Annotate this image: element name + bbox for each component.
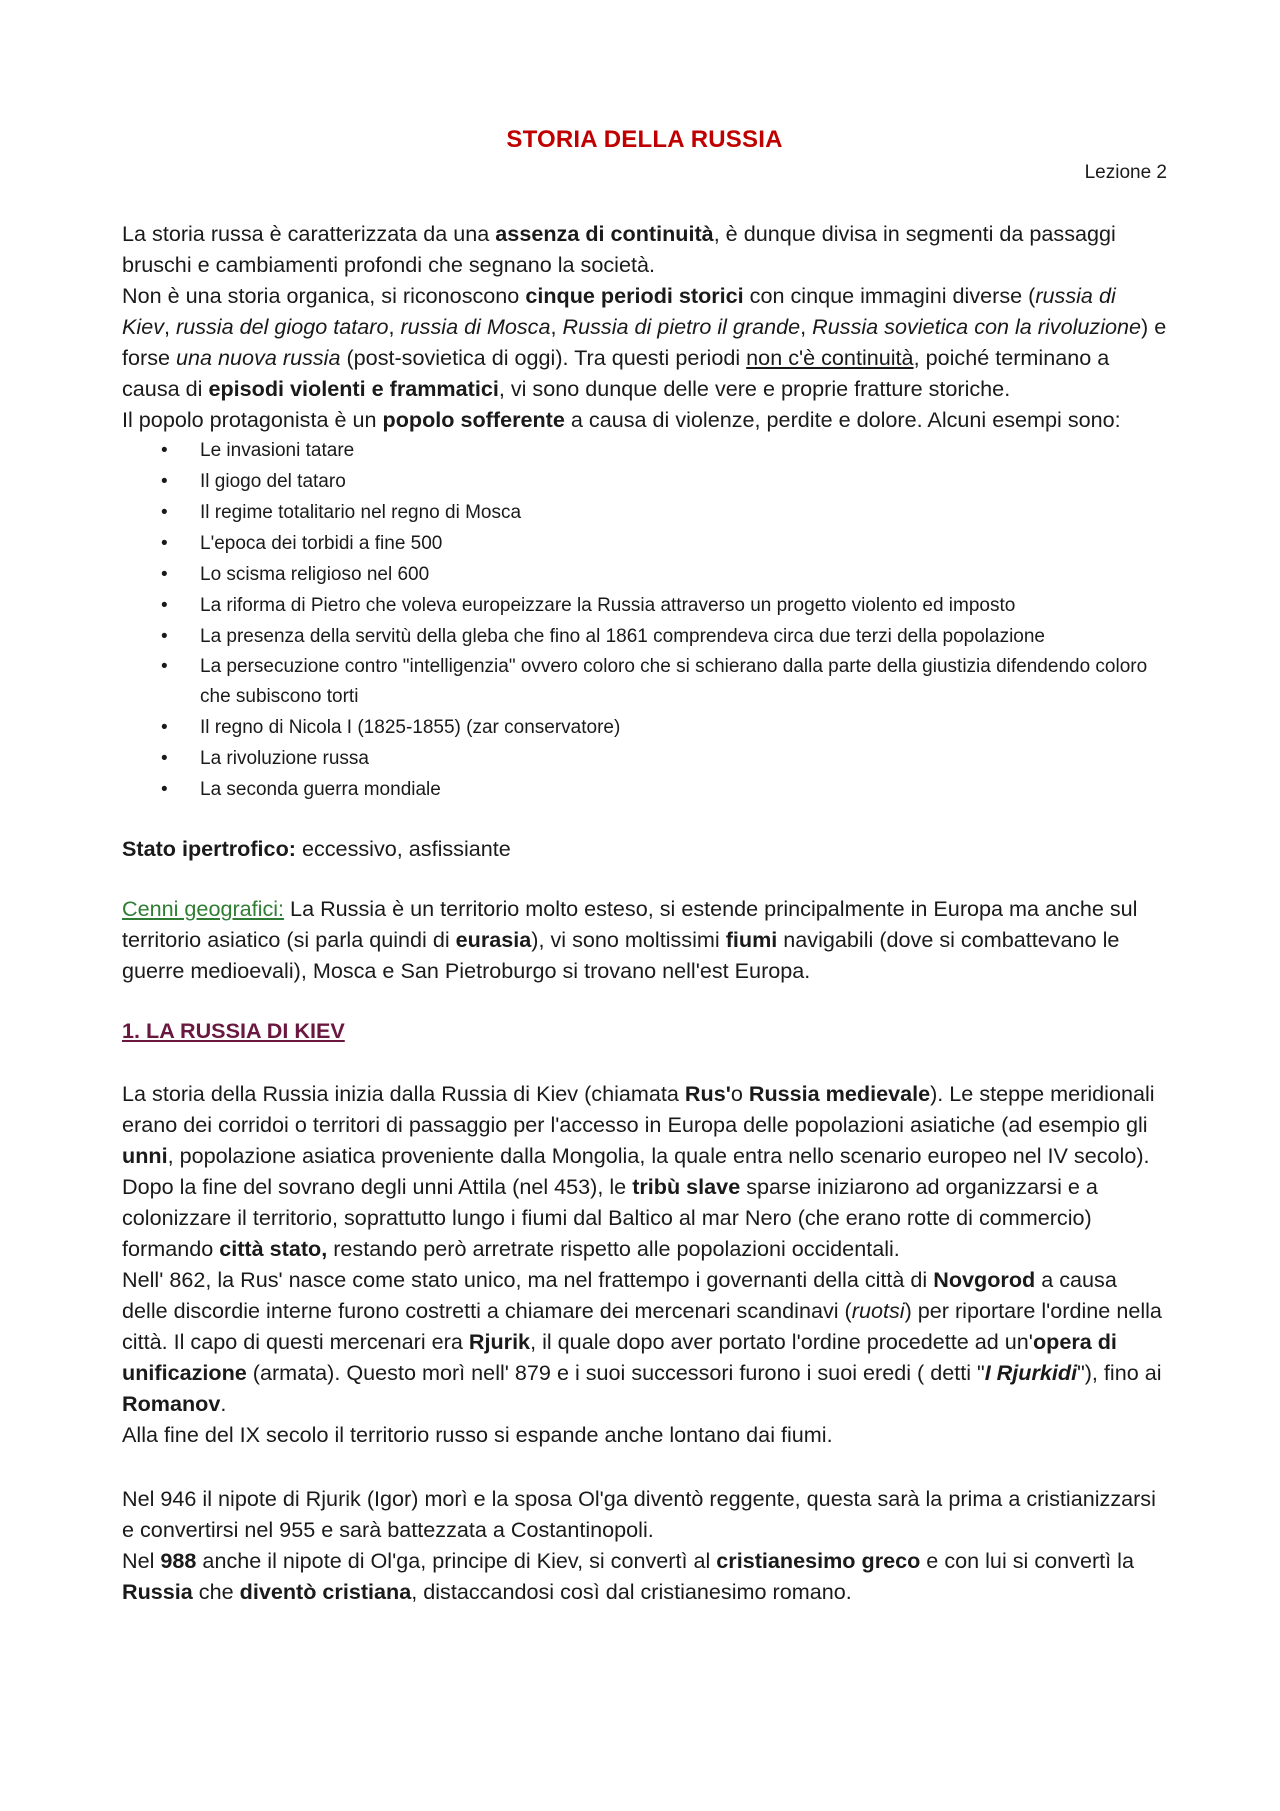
section-heading: 1. LA RUSSIA DI KIEV [122,1018,345,1043]
list-item: • La persecuzione contro "intelligenzia" ovvero coloro che si schierano dalla parte della giustizia difendendo coloro che subiscono torti [200,652,1167,712]
document-body [122,218,1167,1607]
list-item: • Il regno di Nicola I (1825-1855) (zar conservatore) [200,712,1167,743]
geography-paragraph: Cenni geografici: La Russia è un territorio molto esteso, si estende principalmente in Europa ma anche sul territorio asiatico (si parla quindi di eurasia), vi sono moltissimi fiumi navigabili (dove si combattevano le guerre medioevali), Mosca e San Pietroburgo si trovano nell'est Europa. [122,896,1138,983]
kiev-paragraph-2: Dopo la fine del sovrano degli unni Attila (nel 453), le tribù slave sparse iniziarono ad organizzarsi e a colonizzare il territorio, soprattutto lungo i fiumi dal Baltico al mar Nero (che erano rotte di commercio) formando città stato, restando però arretrate rispetto alle popolazioni occidentali. [122,1174,1098,1261]
intro-paragraph-1: La storia russa è caratterizzata da una assenza di continuità, è dunque divisa in segmenti da passaggi bruschi e cambiamenti profondi che segnano la società. [122,221,1116,277]
list-item: • La seconda guerra mondiale [200,774,1167,805]
lesson-label: Lezione 2 [1084,162,1167,183]
list-item: • Le invasioni tatare [200,435,1167,466]
list-item: • La rivoluzione russa [200,743,1167,774]
list-item: • Il giogo del tataro [200,466,1167,497]
stato-paragraph: Stato ipertrofico: eccessivo, asfissiante [122,836,511,861]
kiev-paragraph-4: Alla fine del IX secolo il territorio russo si espande anche lontano dai fiumi. [122,1422,833,1447]
document-title: STORIA DELLA RUSSIA [506,126,783,153]
list-item: • Il regime totalitario nel regno di Mosca [200,497,1167,528]
list-item: • L'epoca dei torbidi a fine 500 [200,528,1167,559]
geography-label: Cenni geografici: [122,896,285,921]
kiev-paragraph-3: Nell' 862, la Rus' nasce come stato unico, ma nel frattempo i governanti della città di Novgorod a causa delle discordie interne furono costretti a chiamare dei mercenari scandinavi (ruotsi) per riportare l'ordine nella città. Il capo di questi mercenari era Rjurik, il quale dopo aver portato l'ordine procedette ad un'opera di unificazione (armata). Questo morì nell' 879 e i suoi successori furono i suoi eredi ( detti "I Rjurkidi"), fino ai Romanov. [122,1267,1162,1416]
intro-paragraph-3: Il popolo protagonista è un popolo sofferente a causa di violenze, perdite e dolore. Alcuni esempi sono: [122,407,1121,432]
intro-paragraph-2: Non è una storia organica, si riconoscono cinque periodi storici con cinque immagini diverse (russia di Kiev, russia del giogo tataro, russia di Mosca, Russia di pietro il grande, Russia sovietica con la rivoluzione) e forse una nuova russia (post-sovietica di oggi). Tra questi periodi non c'è continuità, poiché terminano a causa di episodi violenti e frammatici, vi sono dunque delle vere e proprie fratture storiche. [122,283,1167,401]
list-item: • La riforma di Pietro che voleva europeizzare la Russia attraverso un progetto violento ed imposto [200,590,1167,621]
examples-list [122,435,1167,805]
list-item: • Lo scisma religioso nel 600 [200,559,1167,590]
kiev-paragraph-1: La storia della Russia inizia dalla Russia di Kiev (chiamata Rus'o Russia medievale). Le steppe meridionali erano dei corridoi o territori di passaggio per l'accesso in Europa delle popolazioni asiatiche (ad esempio gli unni, popolazione asiatica proveniente dalla Mongolia, la quale entra nello scenario europeo nel IV secolo). [122,1081,1155,1168]
kiev-paragraph-6: Nel 988 anche il nipote di Ol'ga, principe di Kiev, si convertì al cristianesimo greco e con lui si convertì la Russia che diventò cristiana, distaccandosi così dal cristianesimo romano. [122,1548,1134,1604]
list-item: • La presenza della servitù della gleba che fino al 1861 comprendeva circa due terzi della popolazione [200,621,1167,652]
kiev-paragraph-5: Nel 946 il nipote di Rjurik (Igor) morì e la sposa Ol'ga diventò reggente, questa sarà la prima a cristianizzarsi e convertirsi nel 955 e sarà battezzata a Costantinopoli. [122,1486,1156,1542]
